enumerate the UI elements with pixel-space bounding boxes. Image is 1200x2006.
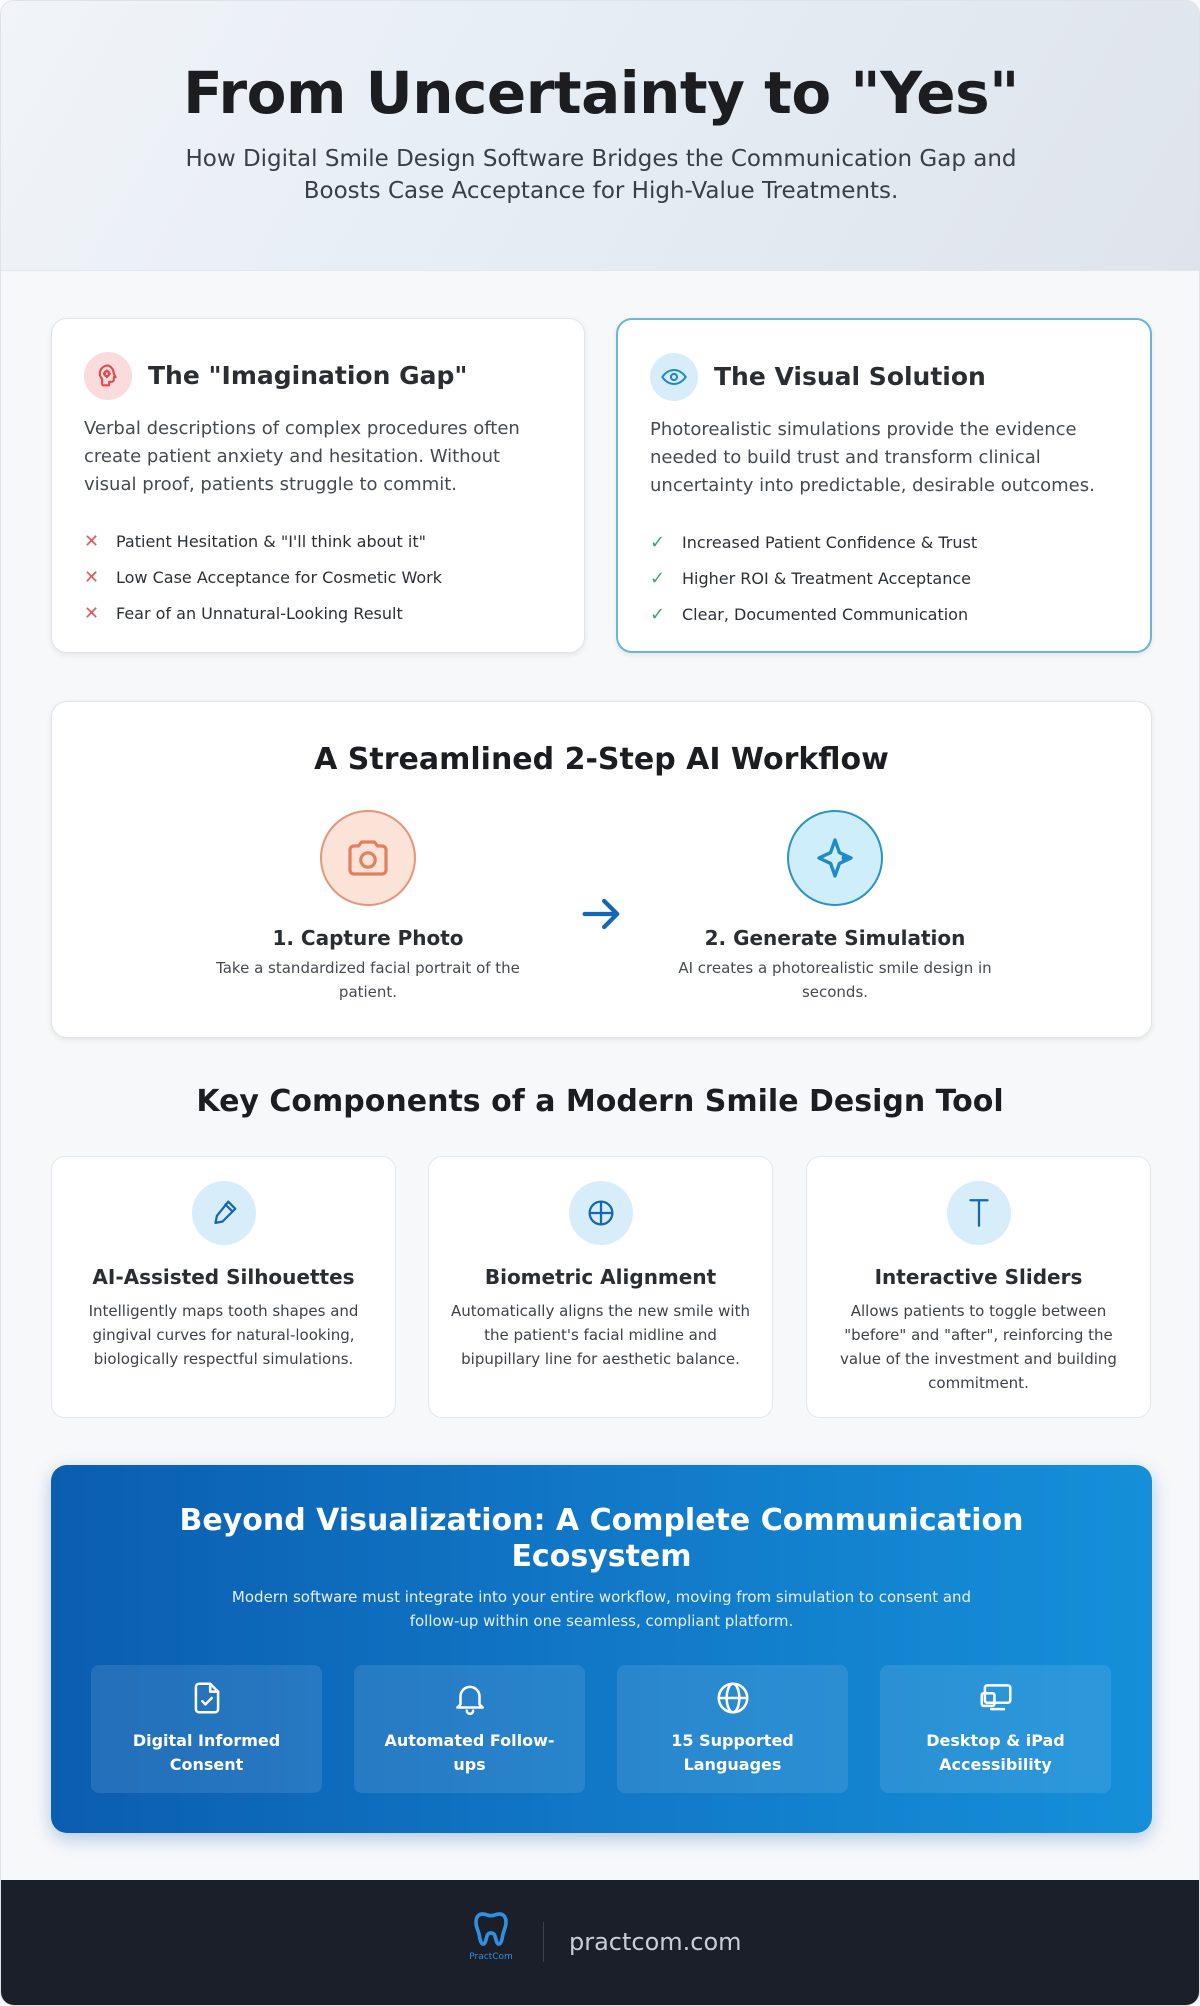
component-card-sliders (806, 1156, 1151, 1418)
arrow-right-icon (576, 888, 628, 944)
component-description: Automatically aligns the new smile with the patient's facial midline and bipupillary line for aesthetic balance. (451, 1302, 750, 1368)
pen-icon (192, 1181, 256, 1245)
list-item (84, 523, 564, 559)
components-heading: Key Components of a Modern Smile Design Tool (196, 1084, 1004, 1119)
hero-section (1, 1, 1200, 271)
devices-icon (880, 1679, 1111, 1717)
cross-icon: ✕ (84, 566, 100, 588)
feature-label: Automated Follow-ups (384, 1731, 555, 1774)
workflow-step-capture (188, 810, 548, 1004)
step-description: AI creates a photorealistic smile design in seconds. (678, 959, 992, 1001)
feature-informed-consent (91, 1665, 322, 1793)
tooth-icon (471, 1908, 511, 1950)
slider-icon (947, 1181, 1011, 1245)
problem-description: Verbal descriptions of complex procedures often create patient anxiety and hesitation. Without visual proof, patients struggle to commit. (84, 418, 520, 495)
feature-label: Digital Informed Consent (132, 1731, 281, 1774)
list-item (650, 524, 1130, 560)
footer-divider (543, 1922, 544, 1962)
practcom-logo (469, 1908, 513, 1962)
workflow-card (51, 701, 1152, 1038)
brain-icon (84, 352, 132, 400)
check-icon: ✓ (650, 567, 666, 589)
list-item-label: Clear, Documented Communication (682, 604, 969, 624)
logo-text: PractCom (469, 1952, 513, 1962)
footer-website-link[interactable]: practcom.com (569, 1928, 742, 1956)
component-title: Biometric Alignment (484, 1265, 717, 1289)
list-item-label: Higher ROI & Treatment Acceptance (682, 568, 971, 588)
ecosystem-title: Beyond Visualization: A Complete Communication Ecosystem (179, 1503, 1024, 1574)
document-check-icon (91, 1679, 322, 1717)
cross-icon: ✕ (84, 530, 100, 552)
list-item (650, 596, 1130, 632)
footer (1, 1880, 1200, 2006)
solution-description: Photorealistic simulations provide the evidence needed to build trust and transform clinical uncertainty into predictable, desirable outcomes. (650, 419, 1095, 496)
list-item (84, 595, 564, 631)
globe-icon (617, 1679, 848, 1717)
feature-label: 15 Supported Languages (671, 1731, 794, 1774)
crosshair-icon (569, 1181, 633, 1245)
sparkle-icon (787, 810, 883, 906)
step-title: 1. Capture Photo (272, 926, 464, 950)
component-title: AI-Assisted Silhouettes (92, 1265, 355, 1289)
cross-icon: ✕ (84, 602, 100, 624)
ecosystem-description: Modern software must integrate into your entire workflow, moving from simulation to consent and follow-up within one seamless, compliant platform. (231, 1588, 972, 1630)
hero-subtitle: How Digital Smile Design Software Bridges the Communication Gap and Boosts Case Acceptance for High-Value Treatments. (185, 146, 1017, 204)
list-item-label: Fear of an Unnatural-Looking Result (116, 603, 403, 623)
problem-list (84, 523, 564, 631)
list-item (84, 559, 564, 595)
feature-languages (617, 1665, 848, 1793)
hero-title: From Uncertainty to "Yes" (183, 59, 1019, 127)
problem-title: The "Imagination Gap" (148, 361, 468, 390)
imagination-gap-card (51, 318, 585, 653)
eye-icon (650, 353, 698, 401)
check-icon: ✓ (650, 603, 666, 625)
step-title: 2. Generate Simulation (704, 926, 966, 950)
list-item (650, 560, 1130, 596)
list-item-label: Increased Patient Confidence & Trust (682, 532, 978, 552)
bell-icon (354, 1679, 585, 1717)
component-card-silhouettes (51, 1156, 396, 1418)
workflow-step-generate (655, 810, 1015, 1004)
list-item-label: Low Case Acceptance for Cosmetic Work (116, 567, 442, 587)
solution-title: The Visual Solution (714, 362, 986, 391)
list-item-label: Patient Hesitation & "I'll think about it" (116, 531, 426, 551)
solution-list (650, 524, 1130, 632)
visual-solution-card (616, 318, 1152, 653)
component-title: Interactive Sliders (874, 1265, 1083, 1289)
feature-label: Desktop & iPad Accessibility (926, 1731, 1065, 1774)
feature-devices (880, 1665, 1111, 1793)
component-description: Intelligently maps tooth shapes and gingival curves for natural-looking, biologically respectful simulations. (88, 1302, 359, 1368)
component-card-biometric (428, 1156, 773, 1418)
workflow-title: A Streamlined 2-Step AI Workflow (314, 742, 889, 777)
camera-icon (320, 810, 416, 906)
check-icon: ✓ (650, 531, 666, 553)
feature-follow-ups (354, 1665, 585, 1793)
step-description: Take a standardized facial portrait of the patient. (216, 959, 520, 1001)
component-description: Allows patients to toggle between "before" and "after", reinforcing the value of the investment and building commitment. (840, 1302, 1117, 1392)
ecosystem-banner (51, 1465, 1152, 1833)
